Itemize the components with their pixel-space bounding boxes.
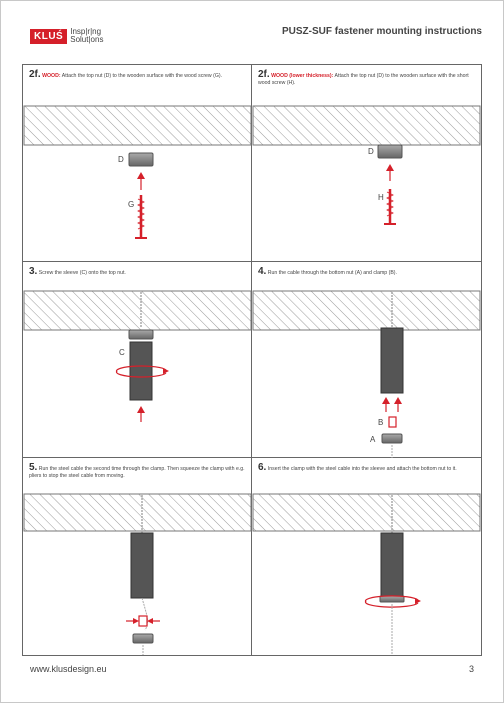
sleeve (131, 533, 153, 598)
logo-tagline (70, 28, 103, 44)
clamp (139, 616, 147, 626)
step-text: Run the cable through the bottom nut (A) and clamp (B). (267, 270, 397, 276)
step-number: 6. (258, 462, 267, 473)
label-h: H (378, 193, 384, 202)
top-nut-d (378, 145, 402, 158)
step-text: Insert the clamp with the steel cable into the sleeve and attach the bottom nut to it. (267, 466, 457, 472)
step-number: 3. (29, 266, 38, 277)
label-d: D (118, 155, 124, 164)
label-d: D (368, 147, 374, 156)
ceiling-surface (24, 494, 251, 531)
top-nut-d (129, 153, 153, 166)
step-5-illustration (23, 458, 252, 655)
step-2f-wood (23, 65, 252, 262)
sleeve (381, 328, 403, 393)
label-a: A (370, 435, 376, 444)
sleeve-c (130, 342, 152, 400)
step-number: 4. (258, 266, 267, 277)
klus-logo (30, 28, 103, 44)
instruction-grid (22, 64, 482, 656)
step-text: Attach the top nut (D) to the wooden surface with the wood screw (G). (61, 73, 223, 79)
sleeve (381, 533, 403, 596)
step-text: Run the steel cable the second time through the clamp. Then squeeze the clamp with e.g. pliers to stop the steel cable from moving. (29, 466, 245, 479)
tagline-line-2: Solut|ons (70, 35, 104, 44)
step-6-illustration (252, 458, 481, 655)
label-c: C (119, 348, 125, 357)
logo-mark: KLUŚ (30, 29, 67, 44)
page-header (22, 20, 482, 52)
bottom-nut-a (382, 434, 402, 443)
bottom-nut (133, 634, 153, 643)
up-arrow-head (137, 172, 145, 179)
clamp-b (389, 417, 396, 427)
step-3-illustration (23, 262, 252, 458)
step-2f-lower-illustration (252, 65, 481, 262)
up-arrow-right-head (394, 397, 402, 404)
step-highlight: WOOD (lower thickness): (271, 73, 334, 79)
step-text: Attach the top nut (D) to the wooden surface with the short wood screw (H). (258, 73, 469, 86)
top-nut (129, 330, 153, 339)
ceiling-surface (253, 494, 480, 531)
step-6 (252, 458, 481, 655)
screw-head (135, 237, 147, 239)
step-number: 5. (29, 462, 38, 473)
up-arrow-left-head (382, 397, 390, 404)
footer-website-link[interactable]: www.klusdesign.eu (30, 664, 107, 674)
label-b: B (378, 418, 384, 427)
squeeze-arrow-left-head (133, 618, 139, 624)
ceiling-surface (253, 106, 480, 145)
step-text: Screw the sleeve (C) onto the top nut. (38, 270, 126, 276)
step-2f-wood-lower (252, 65, 481, 262)
step-5 (23, 458, 252, 655)
document-title: PUSZ-SUF fastener mounting instructions (281, 26, 482, 37)
ceiling-surface (24, 106, 251, 145)
label-g: G (128, 200, 135, 209)
tagline-line-1: Insp|r|ng (70, 27, 102, 36)
ceiling-surface (24, 291, 251, 330)
bottom-nut-attached (380, 596, 404, 602)
step-highlight: WOOD: (42, 73, 61, 79)
up-arrow-head (137, 406, 145, 413)
step-number: 2f. (258, 69, 270, 80)
up-arrow-head (386, 164, 394, 171)
step-number: 2f. (29, 69, 41, 80)
page-number: 3 (468, 664, 474, 674)
step-3 (23, 262, 252, 458)
ceiling-surface (253, 291, 480, 330)
step-4-illustration (252, 262, 481, 458)
step-2f-wood-illustration (23, 65, 252, 262)
screw-head (384, 223, 396, 225)
step-4 (252, 262, 481, 458)
